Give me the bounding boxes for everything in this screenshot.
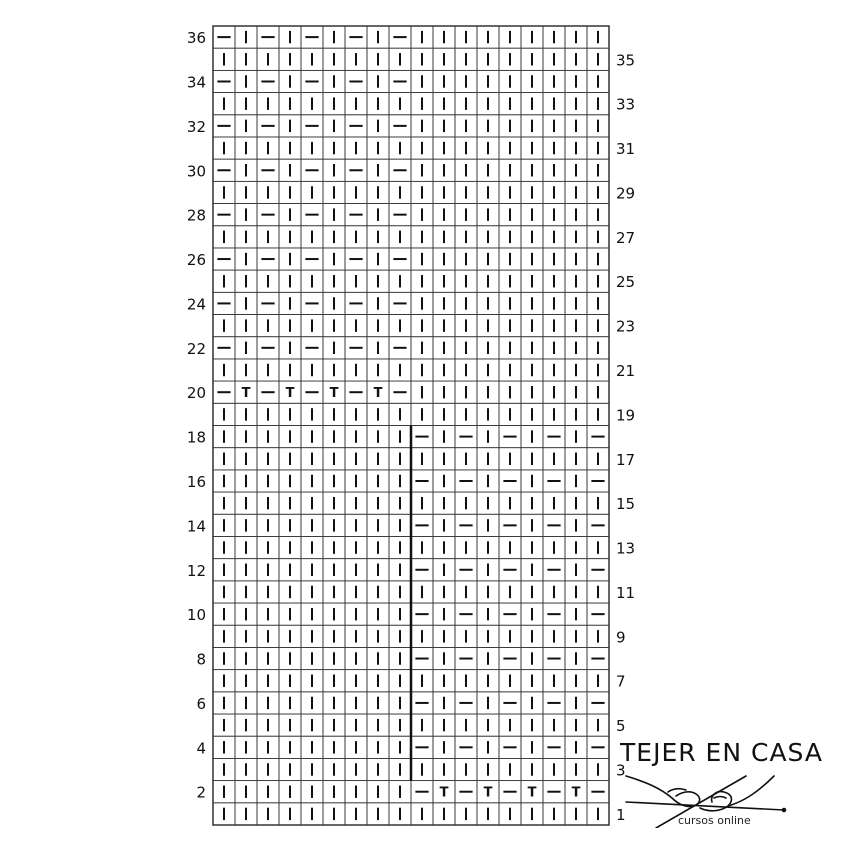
- left-row-number: 30: [186, 162, 206, 181]
- left-row-number: 16: [186, 472, 206, 491]
- left-row-number: 28: [186, 206, 206, 225]
- left-row-number: 2: [196, 783, 206, 802]
- left-row-numbers: [187, 29, 206, 802]
- tejer-en-casa-logo: [616, 738, 823, 838]
- left-row-number: 8: [196, 650, 206, 669]
- twist-symbol: T: [527, 785, 537, 801]
- right-row-number: 9: [616, 628, 626, 647]
- right-row-number: 23: [616, 317, 636, 336]
- left-row-number: 36: [186, 29, 206, 48]
- left-row-number: 34: [186, 73, 206, 92]
- twist-symbol: T: [483, 785, 493, 801]
- left-row-number: 4: [196, 739, 206, 758]
- right-row-number: 35: [616, 51, 636, 70]
- left-row-number: 24: [186, 295, 206, 314]
- twist-symbol: T: [373, 386, 383, 402]
- right-row-number: 11: [616, 583, 636, 602]
- left-row-number: 32: [186, 117, 206, 136]
- right-row-number: 27: [616, 228, 636, 247]
- right-row-number: 15: [616, 495, 636, 514]
- logo-title: TEJER EN CASA: [620, 738, 823, 767]
- twist-symbol: T: [571, 785, 581, 801]
- right-row-number: 29: [616, 184, 636, 203]
- right-row-number: 7: [616, 672, 626, 691]
- left-row-number: 10: [186, 606, 206, 625]
- left-row-number: 12: [186, 561, 206, 580]
- left-row-number: 18: [186, 428, 206, 447]
- right-row-number: 31: [616, 140, 636, 159]
- right-row-number: 13: [616, 539, 636, 558]
- right-row-number: 25: [616, 273, 636, 292]
- right-row-number: 19: [616, 406, 636, 425]
- right-row-number: 33: [616, 95, 636, 114]
- twist-symbol: T: [285, 386, 295, 402]
- left-row-number: 14: [186, 517, 206, 536]
- left-row-number: 26: [186, 251, 206, 270]
- right-row-number: 3: [616, 761, 626, 780]
- chart-grid: [213, 26, 609, 825]
- left-row-number: 6: [196, 694, 206, 713]
- left-row-number: 20: [186, 384, 206, 403]
- logo-subtitle: cursos online: [678, 814, 751, 827]
- right-row-number: 21: [616, 362, 636, 381]
- right-row-number: 17: [616, 450, 636, 469]
- right-row-numbers: [616, 51, 635, 824]
- twist-symbol: T: [439, 785, 449, 801]
- twist-symbol: T: [241, 386, 251, 402]
- left-row-number: 22: [186, 339, 206, 358]
- right-row-number: 1: [616, 805, 626, 824]
- right-row-number: 5: [616, 717, 626, 736]
- twist-symbol: T: [329, 386, 339, 402]
